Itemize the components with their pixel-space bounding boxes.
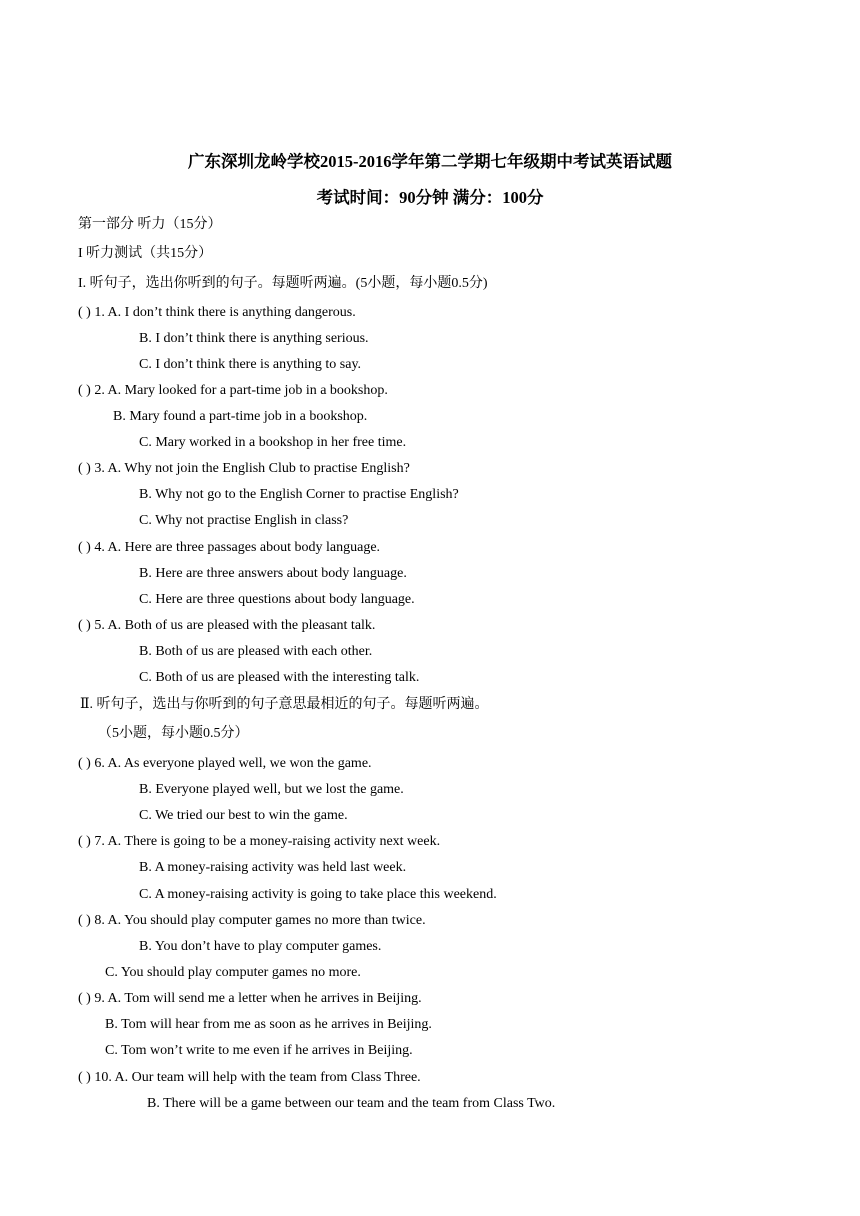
- part-heading: 第一部分 听力（15分）: [78, 217, 222, 232]
- exam-title: 广东深圳龙岭学校2015-2016学年第二学期七年级期中考试英语试题: [188, 152, 672, 171]
- question-9-option-a: ( ) 9. A. Tom will send me a letter when he arrives in Beijing.: [78, 991, 422, 1006]
- question-10-option-b: B. There will be a game between our team and the team from Class Two.: [147, 1096, 556, 1111]
- question-6-option-b: B. Everyone played well, but we lost the game.: [139, 782, 404, 797]
- question-1-option-a: ( ) 1. A. I don’t think there is anything dangerous.: [78, 305, 356, 320]
- question-3-option-a: ( ) 3. A. Why not join the English Club to practise English?: [78, 461, 410, 476]
- question-5-option-a: ( ) 5. A. Both of us are pleased with the pleasant talk.: [78, 618, 376, 633]
- question-9-option-c: C. Tom won’t write to me even if he arrives in Beijing.: [105, 1043, 413, 1058]
- section-1-instruction: I. 听句子，选出你听到的句子。每题听两遍。(5小题，每小题0.5分): [78, 276, 488, 291]
- question-10-option-a: ( ) 10. A. Our team will help with the team from Class Three.: [78, 1070, 421, 1085]
- question-4-option-b: B. Here are three answers about body language.: [139, 566, 407, 581]
- question-4-option-c: C. Here are three questions about body language.: [139, 592, 415, 607]
- question-8-option-c: C. You should play computer games no more.: [105, 965, 361, 980]
- section-2-note: （5小题，每小题0.5分）: [98, 726, 249, 741]
- section-heading: I 听力测试（共15分）: [78, 246, 213, 261]
- question-8-option-b: B. You don’t have to play computer games.: [139, 939, 382, 954]
- question-6-option-c: C. We tried our best to win the game.: [139, 808, 348, 823]
- question-7-option-c: C. A money-raising activity is going to take place this weekend.: [139, 887, 497, 902]
- section-2-instruction: Ⅱ. 听句子，选出与你听到的句子意思最相近的句子。每题听两遍。: [80, 697, 489, 712]
- question-7-option-a: ( ) 7. A. There is going to be a money-raising activity next week.: [78, 834, 441, 849]
- question-9-option-b: B. Tom will hear from me as soon as he arrives in Beijing.: [105, 1017, 432, 1032]
- question-2-option-c: C. Mary worked in a bookshop in her free time.: [139, 435, 407, 450]
- question-1-option-b: B. I don’t think there is anything serious.: [139, 331, 369, 346]
- question-5-option-c: C. Both of us are pleased with the interesting talk.: [139, 670, 420, 685]
- exam-subtitle: 考试时间：90分钟 满分：100分: [316, 188, 544, 207]
- question-6-option-a: ( ) 6. A. As everyone played well, we won the game.: [78, 756, 372, 771]
- question-3-option-c: C. Why not practise English in class?: [139, 513, 349, 528]
- question-3-option-b: B. Why not go to the English Corner to practise English?: [139, 487, 459, 502]
- question-5-option-b: B. Both of us are pleased with each other.: [139, 644, 373, 659]
- question-8-option-a: ( ) 8. A. You should play computer games no more than twice.: [78, 913, 426, 928]
- question-2-option-a: ( ) 2. A. Mary looked for a part-time job in a bookshop.: [78, 383, 388, 398]
- question-7-option-b: B. A money-raising activity was held last week.: [139, 860, 407, 875]
- question-2-option-b: B. Mary found a part-time job in a bookshop.: [113, 409, 368, 424]
- question-4-option-a: ( ) 4. A. Here are three passages about body language.: [78, 540, 381, 555]
- question-1-option-c: C. I don’t think there is anything to say.: [139, 357, 362, 372]
